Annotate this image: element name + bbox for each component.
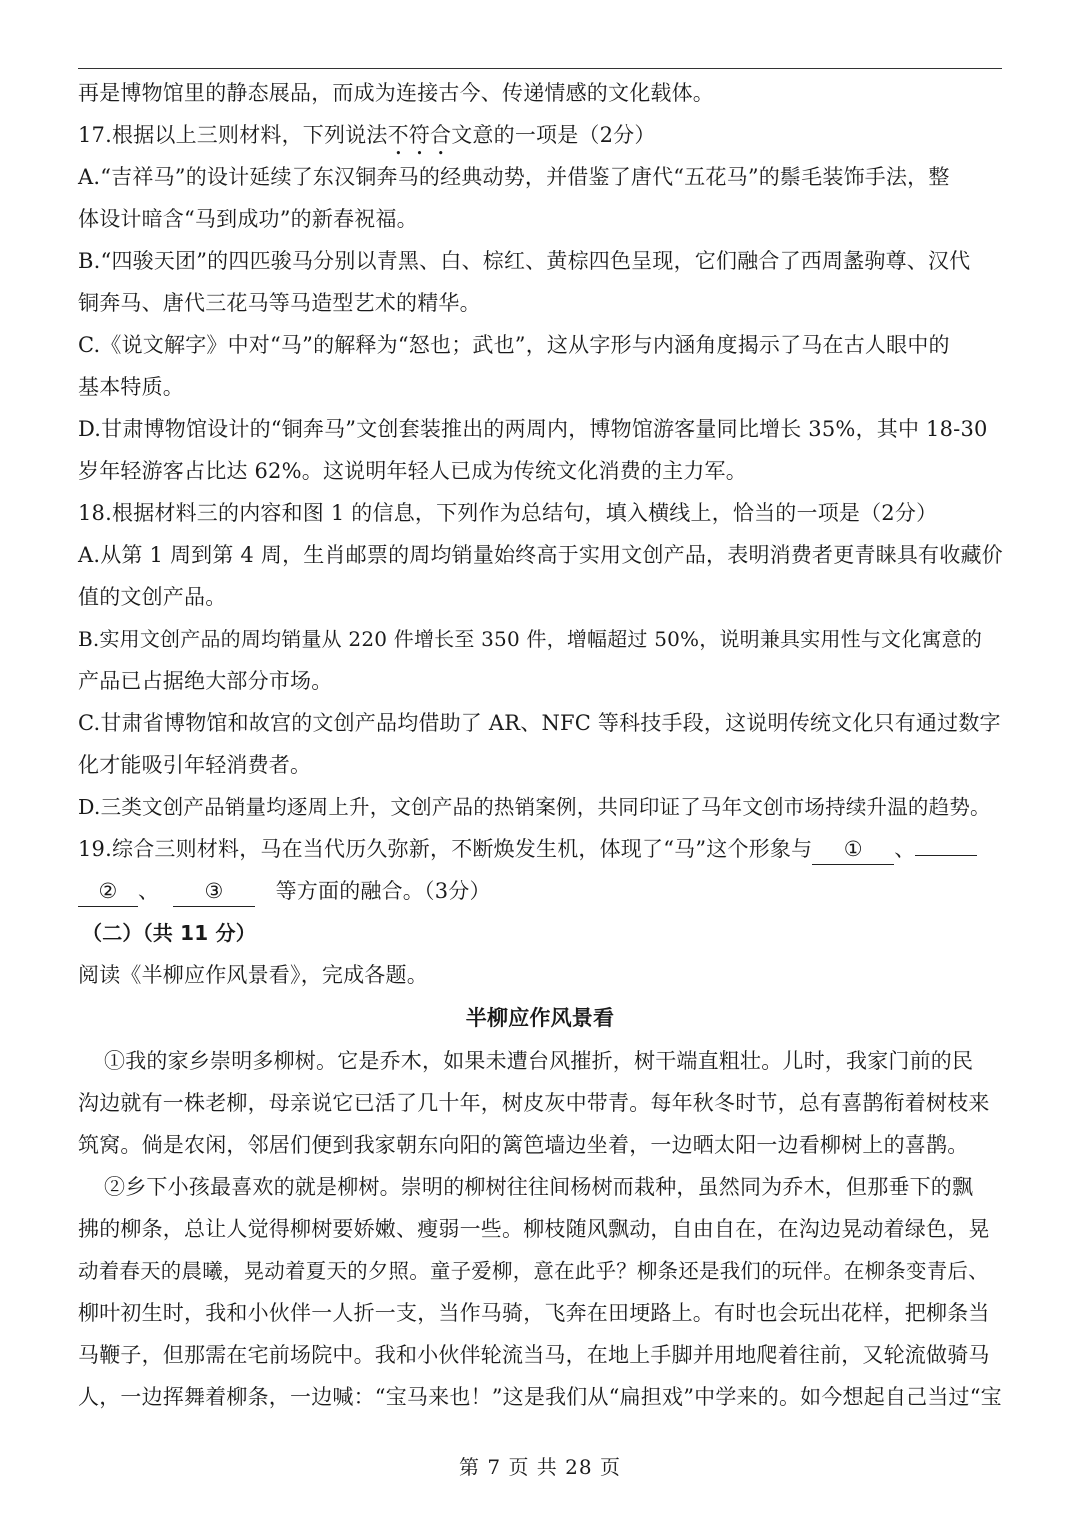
question-19-line1: 19.综合三则材料，马在当代历久弥新，不断焕发生机，体现了“马”这个形象与 ① 、 — [78, 828, 1002, 870]
section-instruction: 阅读《半柳应作风景看》，完成各题。 — [78, 963, 428, 987]
q17-option-d-line1: D.甘肃博物馆设计的“铜奔马”文创套装推出的两周内，博物馆游客量同比增长 35%，其中 18-30 — [78, 417, 988, 441]
essay-line: 马鞭子，但那需在宅前场院中。我和小伙伴轮流当马，在地上手脚并用地爬着往前，又轮流做骑马 — [78, 1343, 990, 1367]
essay-body — [78, 1040, 1002, 1418]
q17-option-c-line2: 基本特质。 — [78, 375, 184, 399]
essay-line: 拂的柳条，总让人觉得柳树要娇嫩、瘦弱一些。柳枝随风飘动，自由自在，在沟边晃动着绿色，晃 — [78, 1217, 990, 1241]
q18-option-c-line1: C.甘肃省博物馆和故宫的文创产品均借助了 AR、NFC 等科技手段，这说明传统文化只有通过数字 — [78, 711, 1001, 735]
section-heading: （二）（共 11 分） — [82, 921, 256, 945]
essay-line: 柳叶初生时，我和小伙伴一人折一支，当作马骑，飞奔在田埂路上。有时也会玩出花样，把柳条当 — [78, 1301, 990, 1325]
question-18-stem: 18.根据材料三的内容和图 1 的信息，下列作为总结句，填入横线上，恰当的一项是（2分） — [78, 501, 938, 525]
q17-option-a-line2: 体设计暗含“马到成功”的新春祝福。 — [78, 207, 418, 231]
page-content — [78, 72, 1002, 1418]
question-19-line2: ② 、 ③ 等方面的融合。（3分） — [78, 870, 1002, 912]
q18-option-c-line2: 化才能吸引年轻消费者。 — [78, 753, 312, 777]
answer-blank-1[interactable]: ① — [812, 834, 894, 865]
q17-option-b-line2: 铜奔马、唐代三花马等马造型艺术的精华。 — [78, 291, 481, 315]
essay-line: 沟边就有一株老柳，母亲说它已活了几十年，树皮灰中带青。每年秋冬时节，总有喜鹊衔着树枝来 — [78, 1091, 990, 1115]
page-footer: 第 7 页 共 28 页 — [459, 1455, 621, 1479]
q18-option-a-line2: 值的文创产品。 — [78, 585, 227, 609]
answer-blank-3[interactable]: ③ — [173, 876, 255, 907]
q18-option-a-line1: A.从第 1 周到第 4 周，生肖邮票的周均销量始终高于实用文创产品，表明消费者更青睐具有收藏价 — [78, 543, 1003, 567]
q18-option-b-line1: B.实用文创产品的周均销量从 220 件增长至 350 件，增幅超过 50%，说明兼具实用性与文化寓意的 — [78, 627, 983, 651]
q17-option-c-line1: C.《说文解字》中对“马”的解释为“怒也；武也”，这从字形与内涵角度揭示了马在古人眼中的 — [78, 333, 950, 357]
q17-option-b-line1: B.“四骏天团”的四匹骏马分别以青黑、白、棕红、黄棕四色呈现，它们融合了西周盠驹尊、汉代 — [78, 249, 971, 273]
q18-option-d-line1: D.三类文创产品销量均逐周上升，文创产品的热销案例，共同印证了马年文创市场持续升温的趋势。 — [78, 795, 991, 819]
essay-title: 半柳应作风景看 — [465, 1006, 615, 1030]
q17-option-d-line2: 岁年轻游客占比达 62%。这说明年轻人已成为传统文化消费的主力军。 — [78, 459, 747, 483]
essay-line: 动着春天的晨曦，晃动着夏天的夕照。童子爱柳，意在此乎？柳条还是我们的玩伴。在柳条变青后、 — [78, 1259, 989, 1283]
answer-blank-2-start[interactable] — [915, 835, 977, 856]
answer-blank-2[interactable]: ② — [78, 876, 138, 907]
essay-line: ②乡下小孩最喜欢的就是柳树。崇明的柳树往往间杨树而栽种，虽然同为乔木，但那垂下的飘 — [104, 1175, 974, 1199]
essay-line: 人，一边挥舞着柳条，一边喊：“宝马来也！”这是我们从“扁担戏”中学来的。如今想起自己当过“宝 — [78, 1385, 1002, 1409]
header-rule — [78, 68, 1002, 69]
essay-line: ①我的家乡崇明多柳树。它是乔木，如果未遭台风摧折，树干端直粗壮。儿时，我家门前的民 — [104, 1049, 974, 1073]
essay-line: 筑窝。倘是农闲，邻居们便到我家朝东向阳的篱笆墙边坐着，一边晒太阳一边看柳树上的喜鹊。 — [78, 1133, 969, 1157]
continued-text-line: 再是博物馆里的静态展品，而成为连接古今、传递情感的文化载体。 — [78, 81, 714, 105]
emphasis-text: 不符合 — [387, 123, 452, 147]
q17-option-a-line1: A.“吉祥马”的设计延续了东汉铜奔马的经典动势，并借鉴了唐代“五花马”的鬃毛装饰手法，整 — [78, 165, 950, 189]
question-17-stem: 17.根据以上三则材料，下列说法不符合文意的一项是（2分） — [78, 123, 656, 147]
q18-option-b-line2: 产品已占据绝大部分市场。 — [78, 669, 333, 693]
